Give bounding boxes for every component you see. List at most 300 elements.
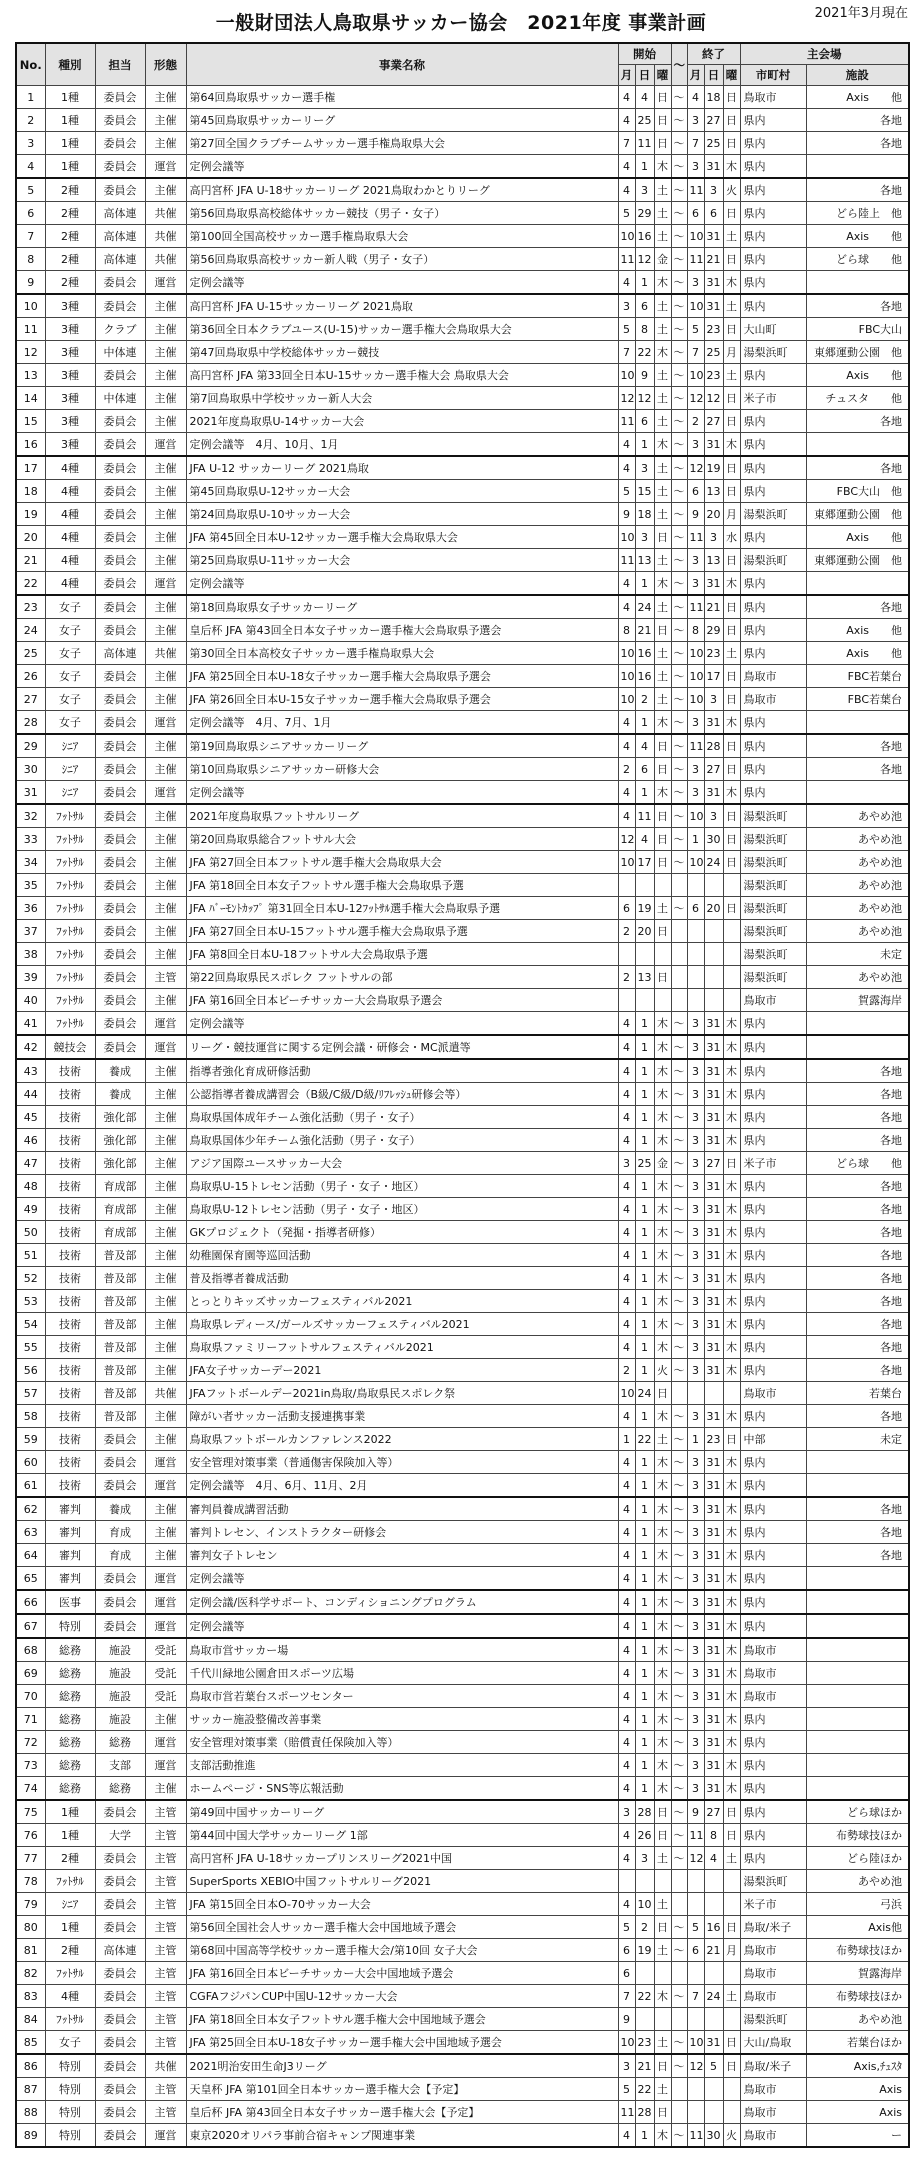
cell-city: 鳥取市	[740, 989, 806, 1012]
cell-form: 運営	[145, 2124, 186, 2148]
cell-start-month: 4	[618, 1754, 635, 1777]
col-facility: 施設	[806, 65, 909, 86]
cell-tilde: ～	[671, 178, 687, 202]
cell-end-dow: 木	[723, 1106, 740, 1129]
table-row	[16, 1567, 909, 1591]
cell-owner: 委員会	[95, 1916, 145, 1939]
cell-owner: 普及部	[95, 1359, 145, 1382]
cell-form: 主催	[145, 456, 186, 480]
table-row	[16, 503, 909, 526]
cell-end-month	[687, 2078, 704, 2101]
cell-start-month: 11	[618, 549, 635, 572]
cell-kind: 3種	[45, 318, 95, 341]
cell-form: 運営	[145, 1451, 186, 1474]
cell-owner: 強化部	[95, 1106, 145, 1129]
cell-start-dow: 土	[654, 364, 671, 387]
cell-start-month: 4	[618, 1313, 635, 1336]
cell-start-dow: 木	[654, 1474, 671, 1498]
cell-start-day	[635, 1962, 654, 1985]
cell-end-day: 31	[704, 572, 723, 596]
cell-name: JFA女子サッカーデー2021	[186, 1359, 618, 1382]
cell-no: 61	[16, 1474, 45, 1498]
cell-name: 東京2020オリパラ事前合宿キャンプ関連事業	[186, 2124, 618, 2148]
cell-name: JFA 第15回全日本O-70サッカー大会	[186, 1893, 618, 1916]
table-row	[16, 549, 909, 572]
cell-name: 第100回全国高校サッカー選手権鳥取県大会	[186, 225, 618, 248]
table-row	[16, 758, 909, 781]
cell-end-day: 31	[704, 1336, 723, 1359]
cell-facility: Axis	[806, 2101, 909, 2124]
cell-start-month: 6	[618, 1939, 635, 1962]
cell-start-day: 2	[635, 688, 654, 711]
cell-start-day: 16	[635, 225, 654, 248]
cell-tilde: ～	[671, 2124, 687, 2148]
cell-start-day: 1	[635, 155, 654, 179]
cell-end-dow: 日	[723, 86, 740, 109]
cell-facility	[806, 1614, 909, 1638]
table-row	[16, 1708, 909, 1731]
cell-facility: 各地	[806, 734, 909, 758]
cell-start-month: 4	[618, 456, 635, 480]
cell-form: 運営	[145, 155, 186, 179]
cell-form: 運営	[145, 781, 186, 805]
cell-end-day: 23	[704, 364, 723, 387]
cell-tilde: ～	[671, 619, 687, 642]
cell-form: 運営	[145, 271, 186, 295]
cell-form: 運営	[145, 1474, 186, 1498]
cell-name: JFA 第16回全日本ビーチサッカー大会中国地域予選会	[186, 1962, 618, 1985]
cell-tilde: ～	[671, 734, 687, 758]
cell-city: 県内	[740, 642, 806, 665]
cell-facility	[806, 1708, 909, 1731]
cell-end-month: 1	[687, 828, 704, 851]
cell-tilde: ～	[671, 549, 687, 572]
cell-city: 県内	[740, 1336, 806, 1359]
cell-start-dow: 木	[654, 1590, 671, 1614]
table-row	[16, 1614, 909, 1638]
cell-no: 25	[16, 642, 45, 665]
cell-form: 主催	[145, 828, 186, 851]
cell-start-month: 10	[618, 642, 635, 665]
cell-city: 県内	[740, 1708, 806, 1731]
table-row	[16, 526, 909, 549]
cell-end-day: 31	[704, 1198, 723, 1221]
cell-tilde	[671, 1382, 687, 1405]
cell-kind: 総務	[45, 1708, 95, 1731]
cell-end-month: 3	[687, 1521, 704, 1544]
table-row	[16, 1754, 909, 1777]
cell-start-dow: 日	[654, 619, 671, 642]
cell-name: 普及指導者養成活動	[186, 1267, 618, 1290]
cell-start-month: 4	[618, 1708, 635, 1731]
table-row	[16, 1267, 909, 1290]
cell-name: 第56回鳥取県高校総体サッカー競技（男子・女子）	[186, 202, 618, 225]
cell-tilde: ～	[671, 1313, 687, 1336]
cell-facility: 東郷運動公園 他	[806, 341, 909, 364]
table-row	[16, 86, 909, 109]
cell-form: 主催	[145, 1106, 186, 1129]
cell-end-month: 3	[687, 433, 704, 457]
cell-city: 県内	[740, 1824, 806, 1847]
cell-end-day: 6	[704, 202, 723, 225]
cell-city: 県内	[740, 456, 806, 480]
cell-end-dow: 木	[723, 1405, 740, 1428]
cell-start-month: 3	[618, 1152, 635, 1175]
table-row	[16, 1083, 909, 1106]
cell-form: 主催	[145, 1336, 186, 1359]
cell-end-dow: 日	[723, 758, 740, 781]
cell-form: 主催	[145, 410, 186, 433]
cell-start-day: 1	[635, 1614, 654, 1638]
cell-no: 43	[16, 1059, 45, 1083]
cell-owner: 中体連	[95, 387, 145, 410]
cell-end-month: 9	[687, 503, 704, 526]
cell-form: 運営	[145, 572, 186, 596]
cell-end-month: 3	[687, 1244, 704, 1267]
cell-end-month	[687, 1962, 704, 1985]
cell-start-month	[618, 989, 635, 1012]
cell-city: 湯梨浜町	[740, 943, 806, 966]
cell-owner: 委員会	[95, 897, 145, 920]
cell-end-day: 25	[704, 132, 723, 155]
cell-city: 県内	[740, 734, 806, 758]
cell-form: 主催	[145, 595, 186, 619]
cell-form: 運営	[145, 433, 186, 457]
cell-end-dow: 日	[723, 688, 740, 711]
cell-kind: ﾌｯﾄｻﾙ	[45, 1012, 95, 1036]
cell-no: 23	[16, 595, 45, 619]
cell-end-day: 23	[704, 642, 723, 665]
cell-no: 44	[16, 1083, 45, 1106]
table-row	[16, 688, 909, 711]
cell-end-month: 12	[687, 456, 704, 480]
cell-city: 県内	[740, 1777, 806, 1801]
cell-start-dow: 木	[654, 1638, 671, 1662]
cell-no: 70	[16, 1685, 45, 1708]
cell-end-dow: 土	[723, 225, 740, 248]
cell-kind: 審判	[45, 1544, 95, 1567]
cell-owner: 委員会	[95, 86, 145, 109]
table-row	[16, 572, 909, 596]
cell-start-month: 4	[618, 1198, 635, 1221]
cell-name: 千代川緑地公園倉田スポーツ広場	[186, 1662, 618, 1685]
cell-end-month: 3	[687, 1638, 704, 1662]
cell-start-day: 1	[635, 1754, 654, 1777]
cell-name: 定例会議等 4月、10月、1月	[186, 433, 618, 457]
cell-no: 84	[16, 2008, 45, 2031]
cell-start-day: 15	[635, 480, 654, 503]
cell-tilde: ～	[671, 1244, 687, 1267]
cell-name: CGFAフジパンCUP中国U-12サッカー大会	[186, 1985, 618, 2008]
cell-no: 2	[16, 109, 45, 132]
cell-facility: あやめ池	[806, 851, 909, 874]
cell-no: 49	[16, 1198, 45, 1221]
cell-facility: 各地	[806, 109, 909, 132]
cell-start-month: 4	[618, 1106, 635, 1129]
cell-no: 88	[16, 2101, 45, 2124]
cell-city: 県内	[740, 1244, 806, 1267]
cell-start-day: 21	[635, 2054, 654, 2078]
cell-tilde: ～	[671, 341, 687, 364]
cell-start-month: 11	[618, 410, 635, 433]
cell-end-month: 6	[687, 1939, 704, 1962]
cell-kind: 特別	[45, 2124, 95, 2148]
cell-kind: 総務	[45, 1731, 95, 1754]
cell-end-month: 3	[687, 1313, 704, 1336]
cell-facility	[806, 1567, 909, 1591]
cell-tilde: ～	[671, 1290, 687, 1313]
cell-tilde: ～	[671, 294, 687, 318]
cell-owner: 養成	[95, 1497, 145, 1521]
cell-facility: FBC若葉台	[806, 688, 909, 711]
cell-tilde: ～	[671, 132, 687, 155]
cell-start-month: 2	[618, 920, 635, 943]
cell-kind: 技術	[45, 1405, 95, 1428]
cell-end-month: 3	[687, 1451, 704, 1474]
cell-facility: どら球ほか	[806, 1800, 909, 1824]
cell-start-dow: 木	[654, 1129, 671, 1152]
cell-start-dow: 土	[654, 456, 671, 480]
cell-city: 鳥取市	[740, 2124, 806, 2148]
cell-start-month: 10	[618, 688, 635, 711]
cell-facility: あやめ池	[806, 874, 909, 897]
cell-owner: 委員会	[95, 804, 145, 828]
cell-start-dow: 日	[654, 86, 671, 109]
cell-owner: 委員会	[95, 480, 145, 503]
cell-kind: 技術	[45, 1474, 95, 1498]
cell-start-dow: 木	[654, 781, 671, 805]
cell-name: 定例会議等 4月、7月、1月	[186, 711, 618, 735]
cell-city: 湯梨浜町	[740, 851, 806, 874]
cell-city: 県内	[740, 1731, 806, 1754]
cell-facility: Axis 他	[806, 225, 909, 248]
cell-kind: 総務	[45, 1754, 95, 1777]
table-row	[16, 178, 909, 202]
cell-start-day: 16	[635, 665, 654, 688]
cell-start-dow: 木	[654, 1244, 671, 1267]
cell-start-dow: 日	[654, 734, 671, 758]
cell-end-dow	[723, 2008, 740, 2031]
cell-name: 鳥取県フットボールカンファレンス2022	[186, 1428, 618, 1451]
cell-city: 県内	[740, 364, 806, 387]
cell-name: 第10回鳥取県シニアサッカー研修大会	[186, 758, 618, 781]
table-row	[16, 248, 909, 271]
cell-city: 大山町	[740, 318, 806, 341]
cell-form: 共催	[145, 642, 186, 665]
cell-owner: 委員会	[95, 503, 145, 526]
cell-start-day: 1	[635, 781, 654, 805]
cell-start-dow: 土	[654, 665, 671, 688]
cell-no: 7	[16, 225, 45, 248]
cell-no: 79	[16, 1893, 45, 1916]
cell-form: 主催	[145, 1313, 186, 1336]
cell-start-month: 4	[618, 1662, 635, 1685]
cell-end-month: 10	[687, 225, 704, 248]
cell-end-month: 3	[687, 1754, 704, 1777]
cell-owner: 委員会	[95, 1847, 145, 1870]
cell-city: 鳥取市	[740, 1939, 806, 1962]
cell-start-month	[618, 874, 635, 897]
cell-kind: ﾌｯﾄｻﾙ	[45, 966, 95, 989]
cell-end-dow: 木	[723, 1731, 740, 1754]
cell-end-dow: 日	[723, 804, 740, 828]
cell-kind: 技術	[45, 1198, 95, 1221]
cell-start-month: 4	[618, 1544, 635, 1567]
cell-end-dow: 木	[723, 1336, 740, 1359]
table-row	[16, 225, 909, 248]
cell-form: 共催	[145, 202, 186, 225]
cell-end-day: 31	[704, 1244, 723, 1267]
cell-start-month: 4	[618, 1474, 635, 1498]
cell-facility: 弓浜	[806, 1893, 909, 1916]
table-row	[16, 1451, 909, 1474]
cell-end-day: 17	[704, 665, 723, 688]
table-row	[16, 433, 909, 457]
cell-end-month: 3	[687, 1083, 704, 1106]
cell-no: 20	[16, 526, 45, 549]
cell-name: 鳥取市営サッカー場	[186, 1638, 618, 1662]
cell-tilde: ～	[671, 572, 687, 596]
cell-start-month: 12	[618, 387, 635, 410]
cell-form: 主催	[145, 1405, 186, 1428]
cell-no: 71	[16, 1708, 45, 1731]
cell-name: 定例会議等	[186, 1012, 618, 1036]
cell-start-day: 23	[635, 2031, 654, 2055]
cell-city: 県内	[740, 1198, 806, 1221]
cell-name: JFA 第18回全日本女子フットサル選手権大会中国地域予選会	[186, 2008, 618, 2031]
cell-facility: 布勢球技ほか	[806, 1985, 909, 2008]
cell-facility	[806, 1035, 909, 1059]
cell-name: 鳥取市営若葉台スポーツセンター	[186, 1685, 618, 1708]
cell-end-day: 31	[704, 781, 723, 805]
cell-end-dow: 日	[723, 2031, 740, 2055]
cell-end-month: 3	[687, 1544, 704, 1567]
cell-facility: FBC大山 他	[806, 480, 909, 503]
table-row	[16, 1916, 909, 1939]
col-end: 終了	[687, 43, 740, 65]
cell-name: 審判トレセン、インストラクター研修会	[186, 1521, 618, 1544]
cell-owner: 普及部	[95, 1405, 145, 1428]
cell-start-month	[618, 1870, 635, 1893]
cell-end-day: 31	[704, 1267, 723, 1290]
cell-name: JFA 第26回全日本U-15女子サッカー選手権大会鳥取県予選会	[186, 688, 618, 711]
cell-start-dow: 土	[654, 2031, 671, 2055]
cell-start-dow: 木	[654, 155, 671, 179]
cell-end-day: 31	[704, 1313, 723, 1336]
cell-end-day	[704, 989, 723, 1012]
cell-tilde: ～	[671, 480, 687, 503]
cell-kind: 技術	[45, 1244, 95, 1267]
cell-name: 第64回鳥取県サッカー選手権	[186, 86, 618, 109]
cell-end-day: 31	[704, 294, 723, 318]
cell-end-dow: 木	[723, 1708, 740, 1731]
cell-start-dow: 日	[654, 132, 671, 155]
cell-start-dow: 日	[654, 758, 671, 781]
cell-no: 76	[16, 1824, 45, 1847]
cell-facility: どら陸上 他	[806, 202, 909, 225]
cell-end-dow: 水	[723, 526, 740, 549]
cell-end-month: 5	[687, 1916, 704, 1939]
cell-tilde: ～	[671, 1916, 687, 1939]
table-row	[16, 410, 909, 433]
cell-no: 17	[16, 456, 45, 480]
cell-end-day: 31	[704, 1662, 723, 1685]
cell-owner: 委員会	[95, 943, 145, 966]
cell-owner: 施設	[95, 1638, 145, 1662]
cell-start-month: 10	[618, 526, 635, 549]
cell-start-month: 10	[618, 665, 635, 688]
cell-no: 53	[16, 1290, 45, 1313]
cell-no: 69	[16, 1662, 45, 1685]
cell-city: 鳥取市	[740, 86, 806, 109]
table-row	[16, 1638, 909, 1662]
cell-owner: 委員会	[95, 2054, 145, 2078]
cell-city: 県内	[740, 1221, 806, 1244]
cell-kind: 1種	[45, 1800, 95, 1824]
cell-start-day: 25	[635, 109, 654, 132]
cell-start-day: 1	[635, 1777, 654, 1801]
cell-end-month: 1	[687, 1428, 704, 1451]
cell-end-month: 3	[687, 155, 704, 179]
cell-end-month: 3	[687, 1685, 704, 1708]
cell-owner: 普及部	[95, 1290, 145, 1313]
cell-no: 72	[16, 1731, 45, 1754]
cell-kind: 3種	[45, 341, 95, 364]
cell-facility: あやめ池	[806, 920, 909, 943]
cell-no: 48	[16, 1175, 45, 1198]
cell-end-dow: 月	[723, 341, 740, 364]
cell-start-dow: 日	[654, 920, 671, 943]
cell-end-day: 21	[704, 248, 723, 271]
table-row	[16, 271, 909, 295]
cell-end-day: 31	[704, 1497, 723, 1521]
cell-no: 4	[16, 155, 45, 179]
cell-facility: どら陸ほか	[806, 1847, 909, 1870]
cell-city: 県内	[740, 1175, 806, 1198]
cell-facility: あやめ池	[806, 828, 909, 851]
cell-start-dow	[654, 874, 671, 897]
table-row	[16, 1129, 909, 1152]
cell-tilde	[671, 2078, 687, 2101]
cell-facility: 各地	[806, 410, 909, 433]
cell-end-day: 31	[704, 1129, 723, 1152]
cell-end-day: 31	[704, 225, 723, 248]
cell-end-month: 11	[687, 595, 704, 619]
cell-form: 主催	[145, 1152, 186, 1175]
cell-end-dow: 日	[723, 2054, 740, 2078]
cell-owner: 委員会	[95, 433, 145, 457]
cell-start-dow: 木	[654, 1754, 671, 1777]
cell-end-dow	[723, 1382, 740, 1405]
cell-owner: 総務	[95, 1777, 145, 1801]
cell-kind: ｼﾆｱ	[45, 1893, 95, 1916]
cell-end-month: 3	[687, 549, 704, 572]
cell-start-month: 4	[618, 1777, 635, 1801]
cell-start-day: 3	[635, 178, 654, 202]
cell-no: 78	[16, 1870, 45, 1893]
cell-owner: 委員会	[95, 364, 145, 387]
cell-end-day: 31	[704, 1521, 723, 1544]
cell-end-day: 31	[704, 1083, 723, 1106]
cell-kind: 技術	[45, 1382, 95, 1405]
cell-no: 34	[16, 851, 45, 874]
cell-city: 鳥取市	[740, 688, 806, 711]
cell-form: 主催	[145, 1267, 186, 1290]
cell-city: 湯梨浜町	[740, 874, 806, 897]
cell-name: JFA U-12 サッカーリーグ 2021鳥取	[186, 456, 618, 480]
cell-owner: 養成	[95, 1059, 145, 1083]
cell-owner: 委員会	[95, 781, 145, 805]
